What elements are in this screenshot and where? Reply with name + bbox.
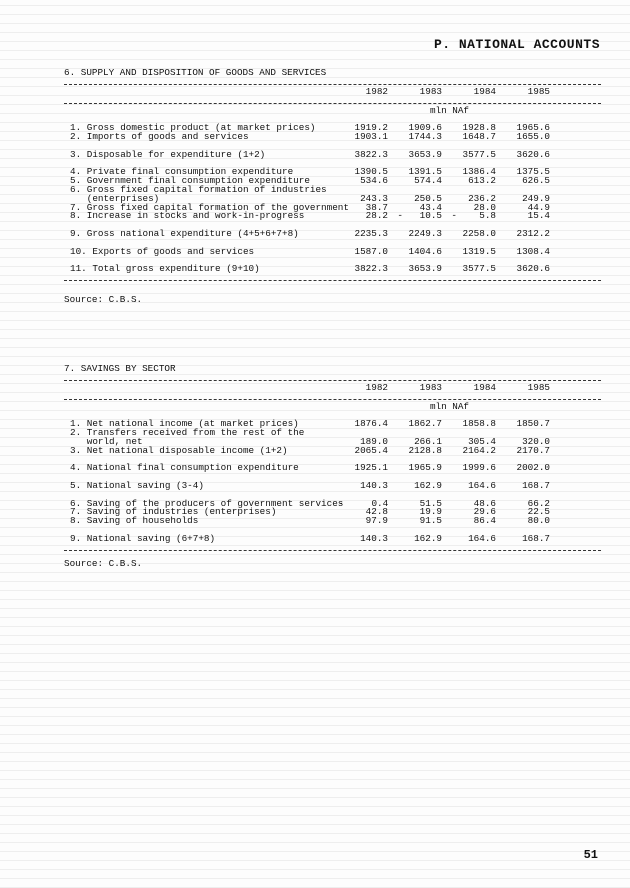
row-value: 1965.6	[516, 122, 550, 134]
table-row	[64, 133, 601, 142]
row-value: 305.4	[468, 435, 496, 447]
row-value: 266.1	[414, 435, 442, 447]
row-value: 140.3	[360, 479, 388, 491]
row-value: 1744.3	[408, 131, 442, 143]
table-title: 7. SAVINGS BY SECTOR	[64, 363, 176, 374]
dashed-rule	[64, 544, 601, 551]
row-label: 10. Exports of goods and services	[70, 245, 255, 257]
unit-label: mln NAf	[429, 104, 469, 116]
table-supply-disposition	[64, 68, 601, 284]
row-label: 4. Private final consumption expenditure	[70, 166, 294, 178]
row-label: 9. Gross national expenditure (4+5+6+7+8)	[70, 227, 299, 239]
row-value: 140.3	[360, 532, 388, 544]
row-value: 91.5	[419, 515, 442, 527]
row-value: 1999.6	[462, 462, 496, 474]
table-row	[64, 444, 601, 456]
row-value: 2065.4	[354, 444, 388, 456]
year-header: 1982	[365, 382, 388, 393]
year-header: 1985	[527, 382, 550, 393]
row-label: 6. Saving of the producers of government services	[70, 497, 344, 509]
row-value: 1909.6	[408, 122, 442, 134]
row-value: 168.7	[522, 479, 550, 491]
table-row	[64, 429, 601, 438]
row-value: 243.3	[360, 192, 388, 204]
page-number: 51	[583, 848, 598, 862]
row-value: - 0.4	[338, 497, 389, 509]
row-value: 97.9	[365, 515, 388, 527]
row-value: 48.6	[473, 497, 496, 509]
row-value: 38.7	[365, 201, 388, 213]
row-label: 1. Gross domestic product (at market prices)	[70, 122, 316, 134]
row-value: 3577.5	[462, 263, 496, 275]
row-value: 2128.8	[408, 444, 442, 456]
row-value: 250.5	[414, 192, 442, 204]
dashed-rule	[64, 393, 601, 400]
row-value: 1655.0	[516, 131, 550, 143]
dashed-rule	[64, 274, 601, 281]
row-value: - 10.5	[397, 210, 442, 222]
row-value: 168.7	[522, 532, 550, 544]
row-label: 1. Net national income (at market prices)	[70, 418, 299, 430]
dashed-rule	[64, 97, 601, 104]
row-label: 8. Saving of households	[70, 515, 199, 527]
row-value: 1404.6	[408, 245, 442, 257]
row-label: 7. Saving of industries (enterprises)	[70, 506, 277, 518]
table-row	[64, 212, 601, 221]
row-label: 11. Total gross expenditure (9+10)	[70, 263, 260, 275]
row-value: 1386.4	[462, 166, 496, 178]
year-header: 1982	[365, 86, 388, 97]
row-value: 3620.6	[516, 148, 550, 160]
table-row	[64, 464, 601, 473]
row-value: 1965.9	[408, 462, 442, 474]
table-savings-by-sector	[64, 364, 601, 554]
row-value: 2235.3	[354, 227, 388, 239]
row-value: 164.6	[468, 479, 496, 491]
row-value: 2249.3	[408, 227, 442, 239]
row-value: 3577.5	[462, 148, 496, 160]
year-header: 1983	[419, 86, 442, 97]
row-label: 6. Gross fixed capital formation of industries	[70, 183, 327, 195]
row-value: 42.8	[365, 506, 388, 518]
row-label: 4. National final consumption expenditure	[70, 462, 299, 474]
row-value: - 5.8	[451, 210, 496, 222]
section-header: P. NATIONAL ACCOUNTS	[433, 37, 600, 52]
row-value: 1919.2	[354, 122, 388, 134]
row-value: 19.9	[419, 506, 442, 518]
table-row	[64, 245, 601, 257]
row-value: 1391.5	[408, 166, 442, 178]
row-value: 1925.1	[354, 462, 388, 474]
row-value: 2170.7	[516, 444, 550, 456]
row-value: 164.6	[468, 532, 496, 544]
row-value: 1587.0	[354, 245, 388, 257]
row-value: 613.2	[468, 175, 496, 187]
row-value: 29.6	[473, 506, 496, 518]
row-value: 2312.2	[516, 227, 550, 239]
row-value: 3620.6	[516, 263, 550, 275]
row-value: 162.9	[414, 479, 442, 491]
row-label: world, net	[70, 435, 143, 447]
row-value: 15.4	[527, 210, 550, 222]
year-header-row	[64, 384, 601, 393]
table-row	[64, 227, 601, 239]
row-value: 1876.4	[354, 418, 388, 430]
row-value: 2258.0	[462, 227, 496, 239]
unit-row	[64, 104, 601, 116]
row-value: 1903.1	[354, 131, 388, 143]
row-value: 3653.9	[408, 263, 442, 275]
row-value: 51.5	[419, 497, 442, 509]
row-value: 249.9	[522, 192, 550, 204]
year-header-row	[64, 88, 601, 97]
row-value: 1850.7	[516, 418, 550, 430]
dashed-rule	[64, 78, 601, 85]
row-value: 2164.2	[462, 444, 496, 456]
row-label: 5. Government final consumption expenditure	[70, 175, 310, 187]
year-header: 1985	[527, 86, 550, 97]
row-value: 236.2	[468, 192, 496, 204]
unit-label: mln NAf	[429, 400, 469, 412]
row-label: (enterprises)	[70, 192, 160, 204]
row-value: 22.5	[527, 506, 550, 518]
row-label: 8. Increase in stocks and work-in-progress	[70, 210, 305, 222]
table-row	[64, 148, 601, 160]
row-label: 3. Net national disposable income (1+2)	[70, 444, 288, 456]
row-value: 534.6	[360, 175, 388, 187]
row-value: 66.2	[527, 497, 550, 509]
row-value: 574.4	[414, 175, 442, 187]
row-value: 43.4	[419, 201, 442, 213]
row-value: 80.0	[527, 515, 550, 527]
row-value: 626.5	[522, 175, 550, 187]
unit-row	[64, 400, 601, 412]
row-value: 1862.7	[408, 418, 442, 430]
source-note: Source: C.B.S.	[64, 558, 143, 569]
row-value: 86.4	[473, 515, 496, 527]
dashed-rule	[64, 374, 601, 381]
row-value: 1308.4	[516, 245, 550, 257]
year-header: 1983	[419, 382, 442, 393]
row-value: 2002.0	[516, 462, 550, 474]
row-value: 28.2	[365, 210, 388, 222]
row-value: 28.0	[473, 201, 496, 213]
row-label: 2. Imports of goods and services	[70, 131, 249, 143]
row-label: 5. National saving (3-4)	[70, 479, 204, 491]
source-note: Source: C.B.S.	[64, 294, 143, 305]
row-label: 7. Gross fixed capital formation of the government	[70, 201, 349, 213]
row-value: 3653.9	[408, 148, 442, 160]
row-value: 1390.5	[354, 166, 388, 178]
row-label: 9. National saving (6+7+8)	[70, 532, 216, 544]
table-title: 6. SUPPLY AND DISPOSITION OF GOODS AND SERVICES	[64, 67, 327, 78]
year-header: 1984	[473, 86, 496, 97]
row-value: 1928.8	[462, 122, 496, 134]
row-value: 1858.8	[462, 418, 496, 430]
row-value: 1319.5	[462, 245, 496, 257]
row-label: 3. Disposable for expenditure (1+2)	[70, 148, 266, 160]
table-row	[64, 532, 601, 544]
row-value: 1375.5	[516, 166, 550, 178]
year-header: 1984	[473, 382, 496, 393]
table-row	[64, 265, 601, 274]
table-row	[64, 517, 601, 526]
row-value: 3822.3	[354, 263, 388, 275]
row-value: 320.0	[522, 435, 550, 447]
row-value: 44.9	[527, 201, 550, 213]
row-label: 2. Transfers received from the rest of the	[70, 427, 305, 439]
row-value: 1648.7	[462, 131, 496, 143]
row-value: 162.9	[414, 532, 442, 544]
table-row	[64, 479, 601, 491]
row-value: 189.0	[360, 435, 388, 447]
row-value: 3822.3	[354, 148, 388, 160]
